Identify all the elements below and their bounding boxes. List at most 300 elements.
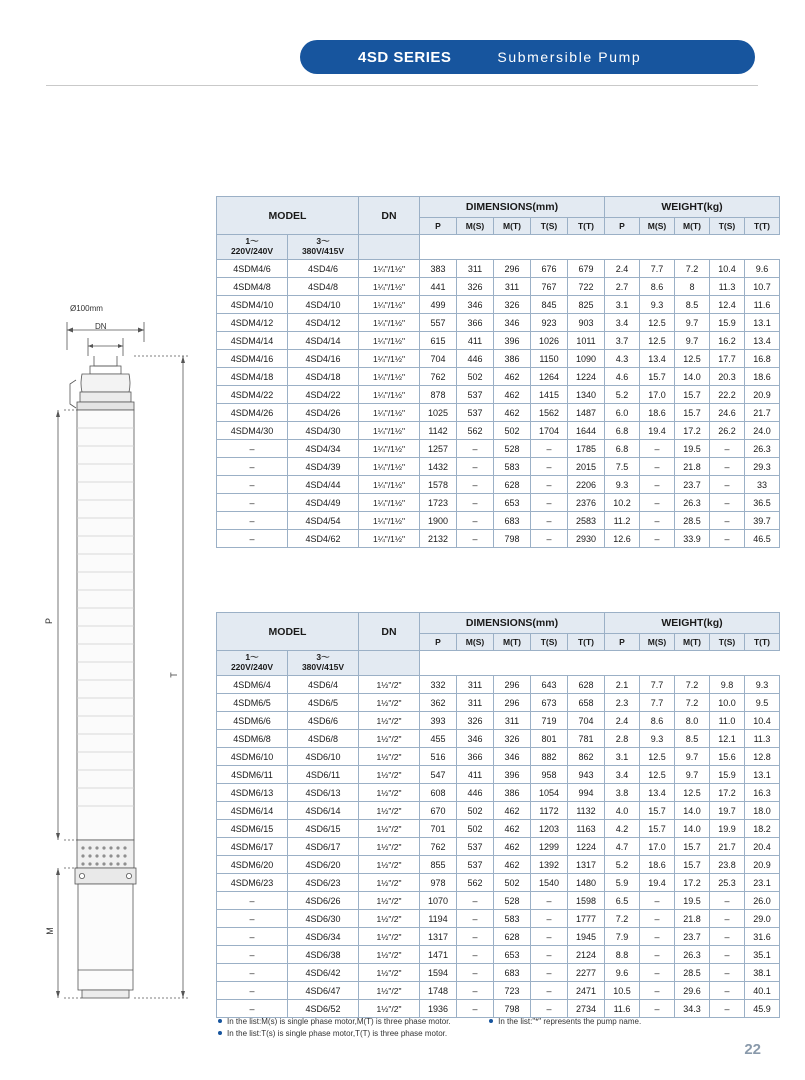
- cell-wt-tt: 16.3: [745, 784, 780, 802]
- cell-dim-ms: –: [457, 1000, 494, 1018]
- col-dim-ts: T(S): [531, 634, 568, 651]
- cell-dn: 1¼"/1½": [359, 278, 420, 296]
- cell-wt-p: 10.5: [605, 982, 640, 1000]
- table-row: [217, 964, 780, 982]
- cell-wt-p: 6.8: [605, 422, 640, 440]
- cell-dim-mt: 528: [494, 440, 531, 458]
- cell-wt-ts: 17.7: [710, 350, 745, 368]
- cell-model-single: 4SDM4/10: [217, 296, 288, 314]
- col-wt-mt: M(T): [675, 634, 710, 651]
- cell-dim-tt: 1945: [568, 928, 605, 946]
- table-row: [217, 910, 780, 928]
- cell-model-three: 4SD6/34: [288, 928, 359, 946]
- cell-wt-ts: –: [710, 946, 745, 964]
- cell-wt-p: 2.4: [605, 712, 640, 730]
- cell-dim-p: 878: [420, 386, 457, 404]
- cell-model-three: 4SD4/62: [288, 530, 359, 548]
- header-subtitle: Submersible Pump: [497, 49, 642, 65]
- cell-dn: 1½"/2": [359, 874, 420, 892]
- header-dn: DN: [359, 197, 420, 235]
- cell-dim-ms: –: [457, 928, 494, 946]
- cell-dim-tt: 1644: [568, 422, 605, 440]
- cell-wt-tt: 33: [745, 476, 780, 494]
- cell-wt-p: 2.1: [605, 676, 640, 694]
- cell-wt-p: 4.3: [605, 350, 640, 368]
- cell-dim-tt: 1598: [568, 892, 605, 910]
- cell-dim-tt: 2583: [568, 512, 605, 530]
- cell-model-single: 4SDM4/8: [217, 278, 288, 296]
- cell-dim-tt: 781: [568, 730, 605, 748]
- cell-dn: 1¼"/1½": [359, 512, 420, 530]
- cell-dim-p: 1432: [420, 458, 457, 476]
- cell-wt-ms: 18.6: [640, 856, 675, 874]
- cell-model-single: 4SDM4/30: [217, 422, 288, 440]
- cell-model-single: 4SDM6/17: [217, 838, 288, 856]
- cell-dim-ts: 882: [531, 748, 568, 766]
- cell-dim-ts: –: [531, 476, 568, 494]
- cell-wt-tt: 20.4: [745, 838, 780, 856]
- cell-model-single: 4SDM6/11: [217, 766, 288, 784]
- cell-dim-ms: 346: [457, 730, 494, 748]
- cell-model-single: 4SDM4/12: [217, 314, 288, 332]
- cell-dim-ms: –: [457, 530, 494, 548]
- cell-model-three: 4SD4/49: [288, 494, 359, 512]
- cell-wt-ts: 17.2: [710, 784, 745, 802]
- cell-wt-ms: –: [640, 530, 675, 548]
- table-row: [217, 530, 780, 548]
- cell-dim-ts: –: [531, 458, 568, 476]
- cell-dim-mt: 346: [494, 314, 531, 332]
- table-body: [217, 260, 780, 548]
- cell-wt-ts: 12.1: [710, 730, 745, 748]
- cell-wt-ts: –: [710, 1000, 745, 1018]
- header-dn-spacer: [359, 235, 420, 260]
- footnote-row-2: [218, 1028, 778, 1040]
- cell-dim-mt: 653: [494, 946, 531, 964]
- cell-wt-p: 4.2: [605, 820, 640, 838]
- cell-wt-ms: –: [640, 1000, 675, 1018]
- table-row: [217, 404, 780, 422]
- cell-wt-tt: 29.0: [745, 910, 780, 928]
- cell-wt-ts: –: [710, 440, 745, 458]
- cell-dim-ms: 326: [457, 712, 494, 730]
- cell-dim-mt: 296: [494, 676, 531, 694]
- cell-wt-ms: 19.4: [640, 874, 675, 892]
- cell-dim-ms: 562: [457, 422, 494, 440]
- cell-model-three: 4SD6/42: [288, 964, 359, 982]
- cell-wt-ts: 21.7: [710, 838, 745, 856]
- cell-wt-ms: –: [640, 476, 675, 494]
- cell-wt-mt: 14.0: [675, 820, 710, 838]
- cell-model-three: 4SD4/54: [288, 512, 359, 530]
- cell-wt-tt: 10.4: [745, 712, 780, 730]
- cell-wt-tt: 18.2: [745, 820, 780, 838]
- cell-dn: 1½"/2": [359, 964, 420, 982]
- cell-dim-p: 1025: [420, 404, 457, 422]
- table-row: [217, 314, 780, 332]
- cell-wt-p: 2.8: [605, 730, 640, 748]
- cell-dim-tt: 862: [568, 748, 605, 766]
- footnotes: [218, 1016, 778, 1041]
- cell-dim-tt: 1480: [568, 874, 605, 892]
- header-dimensions: DIMENSIONS(mm): [420, 197, 605, 218]
- cell-model-single: –: [217, 982, 288, 1000]
- cell-dim-ts: –: [531, 946, 568, 964]
- cell-dn: 1½"/2": [359, 820, 420, 838]
- col-dim-ts: T(S): [531, 218, 568, 235]
- cell-dim-p: 1471: [420, 946, 457, 964]
- cell-wt-mt: 28.5: [675, 512, 710, 530]
- cell-dn: 1½"/2": [359, 766, 420, 784]
- cell-wt-ts: –: [710, 964, 745, 982]
- cell-dim-ts: 958: [531, 766, 568, 784]
- cell-model-three: 4SD6/8: [288, 730, 359, 748]
- cell-dim-mt: 683: [494, 964, 531, 982]
- cell-dim-ts: 1392: [531, 856, 568, 874]
- cell-dim-p: 670: [420, 802, 457, 820]
- cell-dim-p: 615: [420, 332, 457, 350]
- cell-model-single: 4SDM6/8: [217, 730, 288, 748]
- cell-wt-mt: 23.7: [675, 928, 710, 946]
- voltage-three: 380V/415V: [301, 246, 345, 256]
- cell-dim-ts: 923: [531, 314, 568, 332]
- cell-dim-tt: 1777: [568, 910, 605, 928]
- pump-technical-drawing: [20, 280, 220, 1010]
- cell-dim-p: 441: [420, 278, 457, 296]
- cell-model-single: –: [217, 946, 288, 964]
- cell-wt-ms: 7.7: [640, 676, 675, 694]
- cell-wt-ms: 17.0: [640, 386, 675, 404]
- cell-wt-ts: 15.6: [710, 748, 745, 766]
- cell-dim-mt: 462: [494, 820, 531, 838]
- cell-wt-mt: 34.3: [675, 1000, 710, 1018]
- cell-dim-tt: 1090: [568, 350, 605, 368]
- col-dim-tt: T(T): [568, 218, 605, 235]
- cell-wt-p: 4.6: [605, 368, 640, 386]
- cell-dn: 1¼"/1½": [359, 368, 420, 386]
- cell-wt-tt: 35.1: [745, 946, 780, 964]
- cell-dim-tt: 2471: [568, 982, 605, 1000]
- bullet-icon: [218, 1031, 222, 1035]
- cell-model-three: 4SD6/13: [288, 784, 359, 802]
- cell-dn: 1½"/2": [359, 946, 420, 964]
- cell-dim-ms: 537: [457, 386, 494, 404]
- cell-dn: 1½"/2": [359, 892, 420, 910]
- table-row: [217, 332, 780, 350]
- cell-wt-ms: 13.4: [640, 350, 675, 368]
- cell-dim-ms: –: [457, 512, 494, 530]
- cell-dim-ts: 719: [531, 712, 568, 730]
- table-row: [217, 512, 780, 530]
- cell-dim-mt: 386: [494, 350, 531, 368]
- cell-wt-mt: 15.7: [675, 856, 710, 874]
- col-wt-ts: T(S): [710, 634, 745, 651]
- cell-wt-ts: –: [710, 530, 745, 548]
- cell-wt-tt: 12.8: [745, 748, 780, 766]
- cell-wt-ts: –: [710, 476, 745, 494]
- cell-wt-ts: 25.3: [710, 874, 745, 892]
- col-wt-tt: T(T): [745, 634, 780, 651]
- cell-wt-ms: 15.7: [640, 820, 675, 838]
- cell-dim-mt: 653: [494, 494, 531, 512]
- cell-wt-p: 7.5: [605, 458, 640, 476]
- cell-wt-ms: –: [640, 910, 675, 928]
- cell-wt-p: 6.0: [605, 404, 640, 422]
- cell-model-single: –: [217, 530, 288, 548]
- cell-wt-tt: 9.3: [745, 676, 780, 694]
- cell-model-single: –: [217, 1000, 288, 1018]
- table-row: [217, 1000, 780, 1018]
- cell-dim-tt: 1785: [568, 440, 605, 458]
- cell-model-single: –: [217, 928, 288, 946]
- table-row: [217, 368, 780, 386]
- col-model-three-phase: [288, 235, 359, 260]
- cell-dim-mt: 683: [494, 512, 531, 530]
- cell-dim-ts: 1704: [531, 422, 568, 440]
- phase-symbol-three: 3～: [316, 236, 330, 247]
- cell-dn: 1½"/2": [359, 784, 420, 802]
- footnote-2: In the list:"*" represents the pump name.: [498, 1017, 642, 1026]
- cell-dn: 1½"/2": [359, 802, 420, 820]
- specifications-table-4sd4: [216, 196, 780, 548]
- cell-dim-mt: 462: [494, 856, 531, 874]
- cell-dim-ts: 1203: [531, 820, 568, 838]
- cell-wt-tt: 40.1: [745, 982, 780, 1000]
- cell-dim-ts: 673: [531, 694, 568, 712]
- cell-dim-ms: 446: [457, 350, 494, 368]
- cell-dim-ms: 326: [457, 278, 494, 296]
- table-row: [217, 820, 780, 838]
- cell-wt-ms: –: [640, 982, 675, 1000]
- cell-dim-ms: 502: [457, 802, 494, 820]
- cell-dim-tt: 1011: [568, 332, 605, 350]
- cell-wt-ms: 7.7: [640, 694, 675, 712]
- cell-wt-ts: 9.8: [710, 676, 745, 694]
- cell-dim-mt: 386: [494, 784, 531, 802]
- cell-wt-tt: 11.3: [745, 730, 780, 748]
- cell-dim-ms: –: [457, 964, 494, 982]
- header-weight: WEIGHT(kg): [605, 613, 780, 634]
- phase-symbol-three: 3～: [316, 652, 330, 663]
- cell-dim-ts: –: [531, 928, 568, 946]
- cell-dim-tt: 903: [568, 314, 605, 332]
- cell-wt-tt: 31.6: [745, 928, 780, 946]
- cell-dim-ms: 311: [457, 260, 494, 278]
- cell-dim-ts: 643: [531, 676, 568, 694]
- table-row: [217, 892, 780, 910]
- cell-dim-ts: 1562: [531, 404, 568, 422]
- cell-wt-mt: 15.7: [675, 838, 710, 856]
- cell-wt-ts: 11.0: [710, 712, 745, 730]
- cell-model-single: 4SDM4/22: [217, 386, 288, 404]
- cell-model-three: 4SD4/6: [288, 260, 359, 278]
- cell-dim-p: 1194: [420, 910, 457, 928]
- table-row: [217, 422, 780, 440]
- cell-wt-p: 4.7: [605, 838, 640, 856]
- cell-dim-ts: –: [531, 494, 568, 512]
- cell-dim-ts: –: [531, 982, 568, 1000]
- cell-dn: 1¼"/1½": [359, 404, 420, 422]
- cell-dim-tt: 722: [568, 278, 605, 296]
- cell-dim-tt: 1132: [568, 802, 605, 820]
- page-number: 22: [744, 1041, 761, 1058]
- cell-dim-ts: 845: [531, 296, 568, 314]
- cell-wt-mt: 26.3: [675, 946, 710, 964]
- cell-wt-mt: 21.8: [675, 910, 710, 928]
- cell-dim-ts: 676: [531, 260, 568, 278]
- col-dim-mt: M(T): [494, 634, 531, 651]
- table-row: [217, 458, 780, 476]
- cell-dim-p: 557: [420, 314, 457, 332]
- cell-wt-p: 8.8: [605, 946, 640, 964]
- cell-dim-ms: –: [457, 458, 494, 476]
- cell-dim-ms: 446: [457, 784, 494, 802]
- header-dn-spacer: [359, 651, 420, 676]
- col-wt-ms: M(S): [640, 634, 675, 651]
- table-row: [217, 494, 780, 512]
- cell-dim-tt: 2376: [568, 494, 605, 512]
- cell-wt-p: 3.8: [605, 784, 640, 802]
- table-row: [217, 260, 780, 278]
- cell-wt-mt: 29.6: [675, 982, 710, 1000]
- cell-wt-p: 11.2: [605, 512, 640, 530]
- cell-wt-p: 11.6: [605, 1000, 640, 1018]
- bullet-icon: [218, 1019, 222, 1023]
- cell-wt-ms: –: [640, 494, 675, 512]
- cell-dn: 1¼"/1½": [359, 530, 420, 548]
- table-row: [217, 838, 780, 856]
- cell-dim-mt: 628: [494, 476, 531, 494]
- cell-wt-mt: 21.8: [675, 458, 710, 476]
- cell-dim-p: 383: [420, 260, 457, 278]
- col-model-single-phase: [217, 235, 288, 260]
- cell-wt-p: 2.7: [605, 278, 640, 296]
- cell-dim-mt: 798: [494, 530, 531, 548]
- cell-model-three: 4SD6/17: [288, 838, 359, 856]
- cell-wt-tt: 29.3: [745, 458, 780, 476]
- cell-dim-ms: 366: [457, 748, 494, 766]
- cell-dim-ms: 502: [457, 820, 494, 838]
- cell-dn: 1½"/2": [359, 1000, 420, 1018]
- table-row: [217, 802, 780, 820]
- cell-wt-p: 6.5: [605, 892, 640, 910]
- cell-wt-mt: 9.7: [675, 766, 710, 784]
- cell-dim-mt: 462: [494, 368, 531, 386]
- cell-wt-mt: 14.0: [675, 368, 710, 386]
- col-model-three-phase: [288, 651, 359, 676]
- cell-wt-mt: 8: [675, 278, 710, 296]
- cell-wt-tt: 23.1: [745, 874, 780, 892]
- cell-dim-p: 1900: [420, 512, 457, 530]
- table-row: [217, 386, 780, 404]
- cell-wt-mt: 19.5: [675, 892, 710, 910]
- cell-wt-tt: 13.4: [745, 332, 780, 350]
- table-row: [217, 856, 780, 874]
- cell-dim-tt: 704: [568, 712, 605, 730]
- cell-wt-ms: 9.3: [640, 730, 675, 748]
- cell-model-single: 4SDM6/10: [217, 748, 288, 766]
- table-row: [217, 676, 780, 694]
- cell-dn: 1½"/2": [359, 856, 420, 874]
- cell-dim-ms: 311: [457, 676, 494, 694]
- cell-wt-mt: 7.2: [675, 260, 710, 278]
- cell-wt-ts: 12.4: [710, 296, 745, 314]
- cell-wt-mt: 7.2: [675, 676, 710, 694]
- cell-model-three: 4SD4/39: [288, 458, 359, 476]
- cell-wt-p: 3.4: [605, 314, 640, 332]
- cell-dim-p: 1748: [420, 982, 457, 1000]
- cell-dn: 1½"/2": [359, 712, 420, 730]
- cell-wt-ts: 15.9: [710, 766, 745, 784]
- cell-model-single: –: [217, 440, 288, 458]
- cell-dim-tt: 2206: [568, 476, 605, 494]
- cell-dim-ts: –: [531, 530, 568, 548]
- cell-dim-mt: 502: [494, 874, 531, 892]
- col-wt-p: P: [605, 634, 640, 651]
- cell-wt-ms: 8.6: [640, 278, 675, 296]
- cell-wt-tt: 13.1: [745, 766, 780, 784]
- cell-model-three: 4SD4/30: [288, 422, 359, 440]
- cell-dim-tt: 1317: [568, 856, 605, 874]
- cell-wt-ts: –: [710, 458, 745, 476]
- cell-dim-ms: 562: [457, 874, 494, 892]
- header-dn: DN: [359, 613, 420, 651]
- cell-wt-ts: 26.2: [710, 422, 745, 440]
- cell-dn: 1½"/2": [359, 982, 420, 1000]
- cell-model-single: 4SDM4/14: [217, 332, 288, 350]
- header-series-title: 4SD SERIES: [358, 48, 452, 66]
- header-divider: [46, 85, 758, 86]
- cell-dim-mt: 462: [494, 838, 531, 856]
- cell-wt-mt: 12.5: [675, 784, 710, 802]
- cell-dim-mt: 462: [494, 404, 531, 422]
- cell-wt-mt: 9.7: [675, 314, 710, 332]
- table-row: [217, 766, 780, 784]
- cell-dim-mt: 462: [494, 386, 531, 404]
- cell-model-single: –: [217, 494, 288, 512]
- col-wt-p: P: [605, 218, 640, 235]
- cell-dim-p: 762: [420, 368, 457, 386]
- table-row: [217, 278, 780, 296]
- cell-dim-mt: 723: [494, 982, 531, 1000]
- cell-dim-mt: 311: [494, 278, 531, 296]
- col-dim-ms: M(S): [457, 218, 494, 235]
- table-row: [217, 748, 780, 766]
- header-model: MODEL: [217, 197, 359, 235]
- cell-model-three: 4SD6/5: [288, 694, 359, 712]
- cell-wt-ms: 8.6: [640, 712, 675, 730]
- col-dim-p: P: [420, 634, 457, 651]
- diameter-label: Ø100mm: [70, 304, 103, 313]
- col-dim-tt: T(T): [568, 634, 605, 651]
- cell-dim-ms: 366: [457, 314, 494, 332]
- cell-dim-ts: 1415: [531, 386, 568, 404]
- cell-model-three: 4SD6/4: [288, 676, 359, 694]
- cell-dim-p: 1723: [420, 494, 457, 512]
- cell-dim-mt: 326: [494, 730, 531, 748]
- cell-wt-mt: 23.7: [675, 476, 710, 494]
- cell-model-single: 4SDM4/18: [217, 368, 288, 386]
- cell-model-three: 4SD6/14: [288, 802, 359, 820]
- cell-dim-ts: 767: [531, 278, 568, 296]
- cell-wt-p: 12.6: [605, 530, 640, 548]
- cell-dim-ms: 537: [457, 856, 494, 874]
- cell-wt-ts: 11.3: [710, 278, 745, 296]
- cell-dim-p: 1070: [420, 892, 457, 910]
- cell-wt-ms: 12.5: [640, 766, 675, 784]
- cell-dim-ms: –: [457, 910, 494, 928]
- col-dim-p: P: [420, 218, 457, 235]
